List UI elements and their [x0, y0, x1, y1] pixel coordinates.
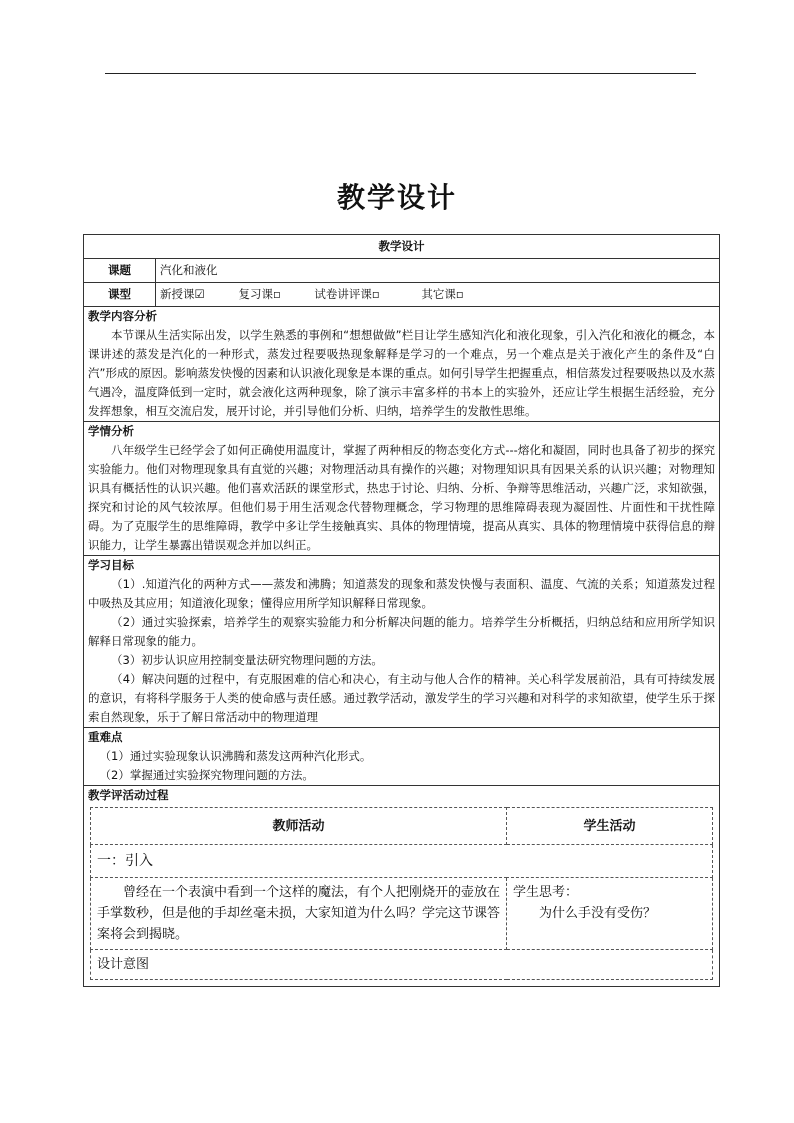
key-points-title: 重难点 [88, 730, 123, 744]
topic-value: 汽化和液化 [156, 259, 720, 283]
objective-item: （1）.知道汽化的两种方式——蒸发和沸腾；知道蒸发的现象和蒸发快慢与表面积、温度、气流的关系；知道蒸发过程中吸热及其应用；知道液化现象；懂得应用所学知识解释日常现象。 [88, 577, 715, 610]
learner-analysis-title: 学情分析 [88, 424, 134, 438]
teacher-activity-header: 教师活动 [91, 808, 507, 845]
lesson-plan-table [83, 234, 720, 987]
student-think-label: 学生思考： [513, 885, 579, 900]
header-rule [105, 73, 696, 74]
teacher-activity-text: 曾经在一个表演中看到一个这样的魔法，有个人把刚烧开的壶放在手掌数秒，但是他的手却丝毫未损，大家知道为什么吗？学完这节课答案将会到揭晓。 [91, 878, 507, 950]
student-question: 为什么手没有受伤？ [539, 906, 657, 921]
key-point-item: （1）通过实验现象认识沸腾和蒸发这两种汽化形式。 [99, 749, 372, 763]
design-intent-label: 设计意图 [91, 950, 713, 980]
student-activity-header: 学生活动 [507, 808, 713, 845]
content-analysis-text: 本节课从生活实际出发，以学生熟悉的事例和“想想做做”栏目让学生感知汽化和液化现象，引入汽化和液化的概念，本课讲述的蒸发是汽化的一种形式，蒸发过程要吸热现象解释是学习的一个难点，另一个难点是关于液化产生的条件及“白汽”形成的原因。影响蒸发快慢的因素和认识液化现象是本课的重点。如何引导学生把握重点，相信蒸发过程要吸热以及水蒸气遇冷，温度降低到一定时，就会液化这两种现象，除了演示丰富多样的书本上的实验外，还应让学生根据生活经验，充分发挥想象，相互交流启发，展开讨论，并引导他们分析、归纳，培养学生的发散性思维。 [88, 328, 715, 418]
key-point-item: （2）掌握通过实验探究物理问题的方法。 [99, 768, 314, 782]
option-review[interactable]: 复习课▫ [238, 287, 281, 301]
topic-label: 课题 [84, 259, 156, 283]
objectives-title: 学习目标 [88, 558, 134, 572]
option-other[interactable]: 其它课▫ [421, 287, 464, 301]
learner-analysis-section [84, 422, 720, 556]
option-exam-review[interactable]: 试卷讲评课▫ [314, 287, 380, 301]
table-title: 教学设计 [84, 235, 720, 259]
process-section [84, 786, 720, 987]
content-analysis-section [84, 307, 720, 422]
objective-item: （3）初步认识应用控制变量法研究物理问题的方法。 [111, 653, 383, 667]
activity-table [90, 807, 713, 980]
section-intro-heading: 一：引入 [91, 845, 713, 878]
objectives-section [84, 556, 720, 728]
learner-analysis-text: 八年级学生已经学会了如何正确使用温度计，掌握了两种相反的物态变化方式---熔化和凝固，同时也具备了初步的探究实验能力。他们对物理现象具有直觉的兴趣；对物理活动具有操作的兴趣；对物理知识具有因果关系的认识兴趣；对物理知识具有概括性的认识兴趣。他们喜欢活跃的课堂形式，热忠于讨论、归纳、分析、争辩等思维活动，兴趣广泛，求知欲强，探究和讨论的风气较浓厚。但他们易于用生活观念代替物理概念，学习物理的思维障碍表现为凝固性、片面性和干扰性障碍。为了克服学生的思维障碍，教学中多让学生接触真实、具体的物理情境，提高从真实、具体的物理情境中获得信息的辩识能力，让学生暴露出错误观念并加以纠正。 [88, 443, 715, 552]
objective-item: （4）解决问题的过程中，有克服困难的信心和决心，有主动与他人合作的精神。关心科学发展前沿，具有可持续发展的意识，有将科学服务于人类的使命感与责任感。通过教学活动，激发学生的学习兴趣和对科学的求知欲望，使学生乐于探索自然现象，乐于了解日常活动中的物理道理 [88, 672, 715, 724]
course-type-label: 课型 [84, 283, 156, 307]
objective-item: （2）通过实验探索，培养学生的观察实验能力和分析解决问题的能力。培养学生分析概括，归纳总结和应用所学知识解释日常现象的能力。 [88, 615, 715, 648]
student-activity-cell [507, 878, 713, 950]
process-title: 教学评活动过程 [88, 788, 169, 802]
option-new-lesson[interactable]: 新授课☑ [160, 287, 205, 301]
document-title: 教学设计 [336, 181, 457, 214]
key-points-section [84, 728, 720, 786]
content-analysis-title: 教学内容分析 [88, 309, 157, 323]
course-type-options [156, 283, 720, 307]
